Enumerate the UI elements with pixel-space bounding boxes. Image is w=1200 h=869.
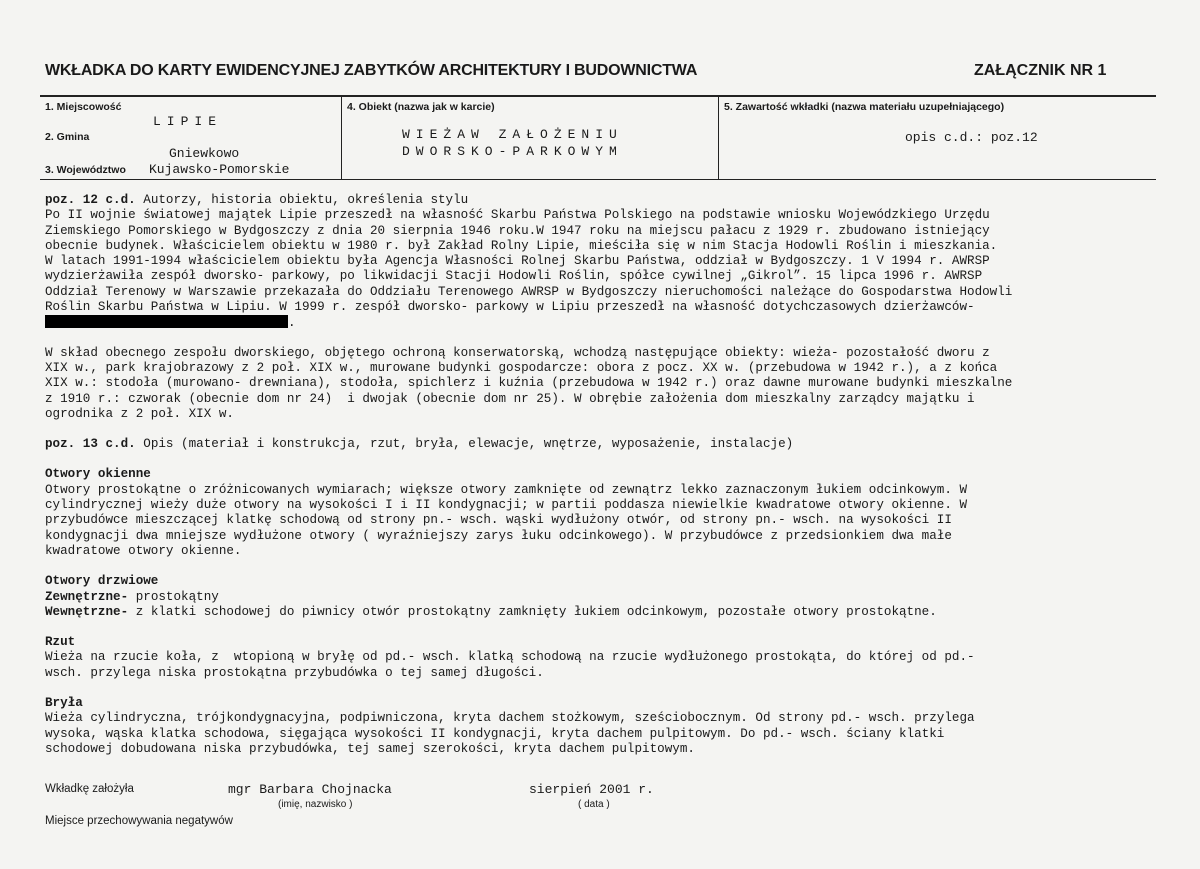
history-line: Ziemskiego Pomorskiego w Bydgoszczy z dnia 20 sierpnia 1946 roku.W 1947 roku na miejscu pałacu z 1929 r. zbudowano istniejący (45, 223, 990, 238)
history-line: W latach 1991-1994 właścicielem obiektu była Agencja Własności Rolnej Skarbu Państwa, oddział w Bydgoszczy. 1 V 1994 r. AWRSP (45, 254, 990, 269)
windows-line: kwadratowe otwory okienne. (45, 543, 242, 558)
locality-label: 1. Miejscowość (45, 101, 122, 113)
municipality-label: 2. Gmina (45, 131, 90, 143)
document-body (45, 193, 1155, 757)
author-caption: (imię, nazwisko ) (278, 799, 353, 810)
mass-line: wysoka, wąska klatka schodowa, sięgająca wysokości II kondygnacji, kryta dachem pulpitowym. Do pd.- wsch. ściany klatki (45, 726, 945, 741)
object-column (341, 97, 718, 179)
contents-label: 5. Zawartość wkładki (nazwa materiału uzupełniającego) (724, 101, 1005, 113)
date-value: sierpień 2001 r. (529, 782, 654, 797)
mass-heading: Bryła (45, 696, 83, 711)
redacted-line (45, 315, 1155, 330)
poz13-heading-line (45, 437, 1155, 452)
object-value-line2: DWORSKO-PARKOWYM (402, 144, 623, 159)
author-value: mgr Barbara Chojnacka (228, 782, 392, 797)
mass-line: schodowej dobudowana niska przybudówka, tej samej szerokości, kryta dachem pulpitowym. (45, 741, 695, 756)
municipality-value: Gniewkowo (169, 146, 240, 161)
voivodeship-value: Kujawsko-Pomorskie (149, 162, 290, 177)
doors-interior-line (45, 605, 1155, 620)
composition-line: XIX w.: stodoła (murowano- drewniana), stodoła, spichlerz i kuźnia (przebudowa w 1942 r.) oraz dawne murowane budynki mieszkalne (45, 376, 1013, 391)
poz12-heading-line (45, 193, 1155, 208)
history-line: Po II wojnie światowej majątek Lipie przeszedł na własność Skarbu Państwa Polskiego na podstawie wniosku Wojewódzkiego Urzędu (45, 208, 990, 223)
object-value-line1: WIEŻAW ZAŁOŻENIU (402, 127, 623, 142)
doors-interior-label: Wewnętrzne- (45, 604, 129, 619)
poz13-heading: poz. 13 c.d. (45, 437, 136, 452)
composition-line: W skład obecnego zespołu dworskiego, objętego ochroną konserwatorską, wchodzą następujące obiekty: wieża- pozostałość dworu z (45, 345, 990, 360)
composition-line: XIX w., park krajobrazowy z 2 poł. XIX w., murowane budynki gospodarcze: obora z pocz. XX w. (przebudowa w 1942 r.), a z końca (45, 360, 998, 375)
windows-line: Otwory prostokątne o zróżnicowanych wymiarach; większe otwory zamknięte od zewnątrz lekko zaznaczonym łukiem odcinkowym. W (45, 482, 968, 497)
history-line: Roślin Skarbu Państwa w Lipiu. W 1999 r. zespół dworsko- parkowy w Lipiu przeszedł na własność dotychczasowych dzierżawców- (45, 300, 975, 315)
mass-line: Wieża cylindryczna, trójkondygnacyjna, podpiwniczona, kryta dachem stożkowym, sześciobocznym. Od strony pd.- wsch. przylega (45, 711, 975, 726)
redacted-suffix: . (288, 316, 296, 331)
doors-exterior-value: prostokątny (128, 589, 219, 604)
form-header-table (40, 95, 1156, 180)
plan-line: Wieża na rzucie koła, z wtopioną w bryłę od pd.- wsch. klatką schodową na rzucie wydłużonego prostokąta, do której od pd.- (45, 650, 975, 665)
composition-line: ogrodnika z 2 poł. XIX w. (45, 406, 234, 421)
poz12-heading: poz. 12 c.d. (45, 193, 136, 207)
plan-heading: Rzut (45, 635, 76, 650)
document-title: WKŁADKA DO KARTY EWIDENCYJNEJ ZABYTKÓW ARCHITEKTURY I BUDOWNICTWA (45, 62, 698, 79)
location-column (40, 97, 340, 179)
windows-line: cylindrycznej wieży duże otwory na wysokości I i II kondygnacji; w partii poddasza niewielkie kwadratowe otwory okienne. W (45, 498, 968, 513)
poz13-title: Opis (materiał i konstrukcja, rzut, bryła, elewacje, wnętrze, wyposażenie, instalacje) (135, 437, 794, 452)
author-label: Wkładkę założyła (45, 783, 134, 795)
object-label: 4. Obiekt (nazwa jak w karcie) (347, 101, 495, 113)
doors-interior-value: z klatki schodowej do piwnicy otwór prostokątny zamknięty łukiem odcinkowym, pozostałe otwory prostokątne. (128, 604, 937, 619)
windows-line: kondygnacji dwa mniejsze wydłużone otwory ( wyraźniejszy zarys łuku odcinkowego). W przybudówce z przedsionkiem dwa małe (45, 528, 952, 543)
plan-line: wsch. przylega niska prostokątna przybudówka o tej samej długości. (45, 665, 544, 680)
contents-column (718, 97, 1155, 179)
doors-exterior-line (45, 590, 1155, 605)
attachment-number: ZAŁĄCZNIK NR 1 (974, 62, 1107, 79)
history-line: obecnie budynek. Właścicielem obiektu w 1980 r. był Zakład Rolny Lipie, mieściła się w nim Stacja Hodowli Roślin i mieszkania. (45, 238, 998, 253)
date-caption: ( data ) (578, 799, 610, 810)
windows-heading: Otwory okienne (45, 467, 151, 482)
history-line: Oddział Terenowy w Warszawie przekazała do Oddziału Terenowego AWRSP w Bydgoszczy nieruchomości należące do Gospodarstwa Hodowli (45, 284, 1013, 299)
doors-exterior-label: Zewnętrzne- (45, 589, 129, 604)
composition-line: z 1910 r.: czworak (obecnie dom nr 24) i dwojak (obecnie dom nr 25). W obrębie założenia dom mieszkalny zarządcy majątku i (45, 391, 975, 406)
negatives-storage-label: Miejsce przechowywania negatywów (45, 815, 233, 827)
contents-value: opis c.d.: poz.12 (905, 130, 1038, 145)
history-line: wydzierżawiła zespół dworsko- parkowy, po likwidacji Stacji Hodowli Roślin, spółce cywilnej „Gikrol”. 15 lipca 1996 r. AWRSP (45, 269, 983, 284)
voivodeship-label: 3. Województwo (45, 164, 126, 176)
doors-heading: Otwory drzwiowe (45, 574, 159, 589)
poz12-title: Autorzy, historia obiektu, określenia stylu (135, 193, 469, 207)
redaction-bar (45, 315, 288, 328)
locality-value: LIPIE (153, 114, 223, 129)
windows-line: przybudówce mieszczącej klatkę schodową od strony pn.- wsch. wąski wydłużony otwór, od strony pn.- wsch. na wysokości II (45, 513, 952, 528)
